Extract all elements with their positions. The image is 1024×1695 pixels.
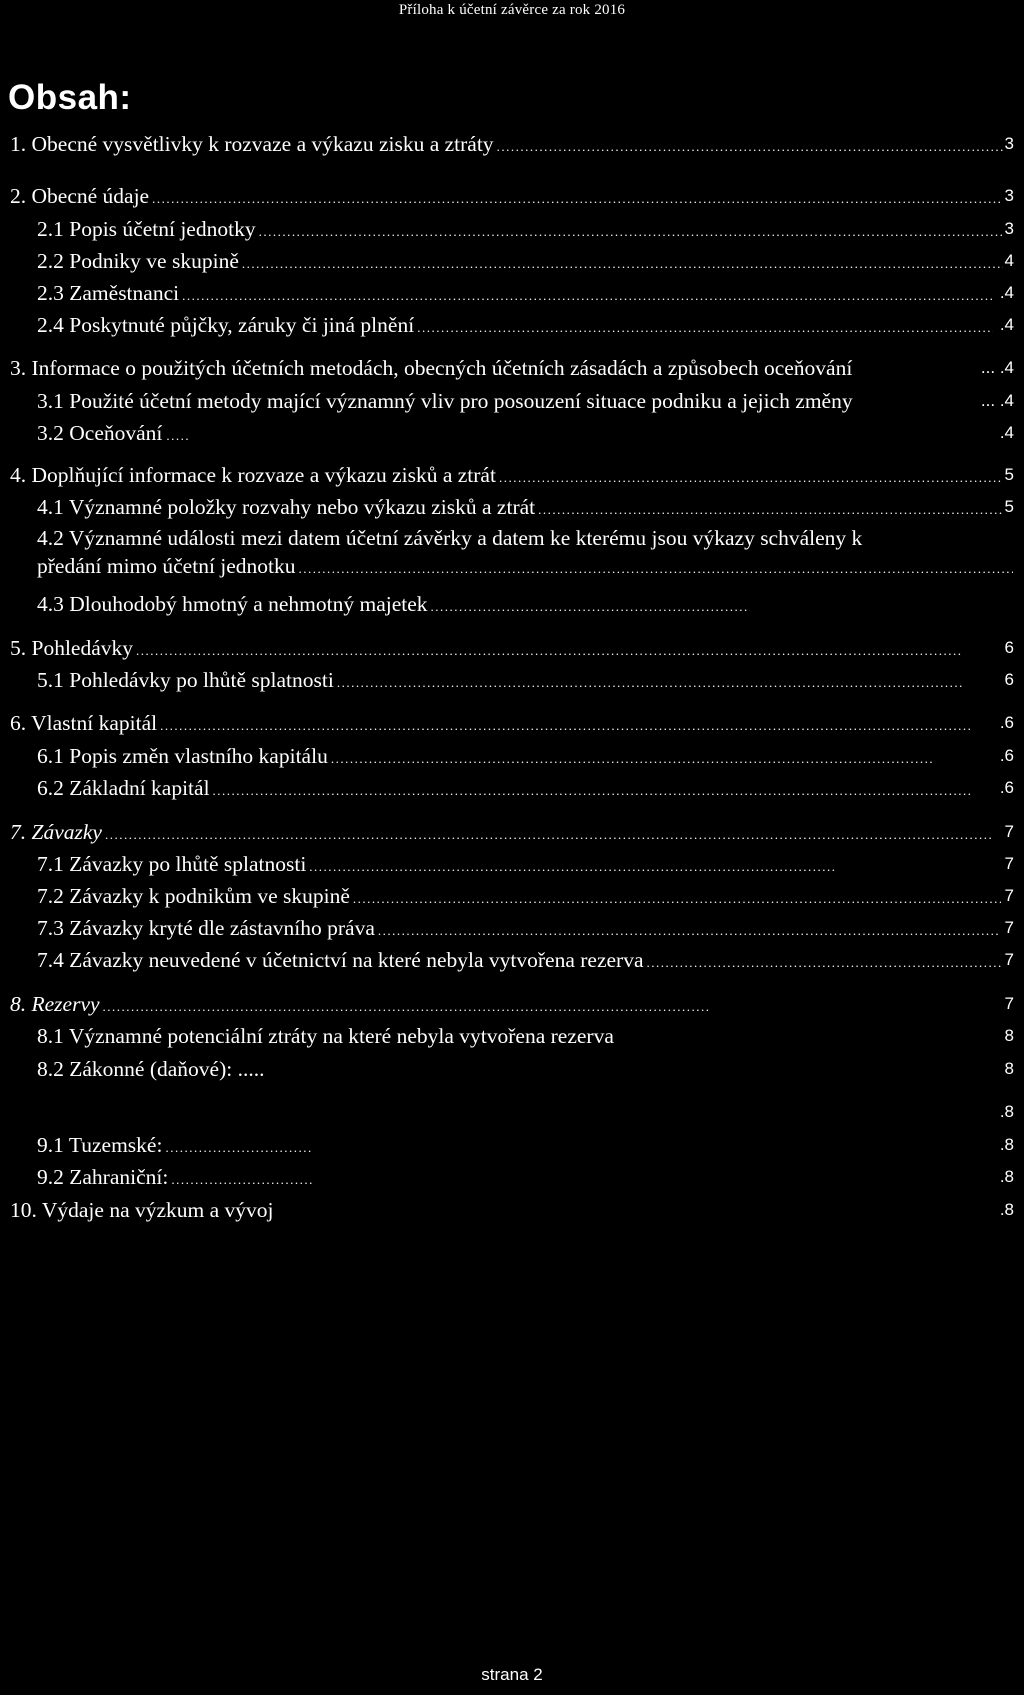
toc-leader-dots (182, 282, 993, 310)
toc-page-number: 8 (1004, 1026, 1014, 1045)
toc-page-number: 7 (1004, 854, 1014, 873)
toc-entry-label: 2.1 Popis účetní jednotky (37, 217, 256, 241)
toc-entry-label: 4.3 Dlouhodobý hmotný a nehmotný majetek (37, 592, 428, 616)
toc-leader-dots (103, 993, 708, 1021)
toc-leader-dots (378, 917, 1001, 945)
toc-entry-label: 7.2 Závazky k podnikům ve skupině (37, 884, 350, 908)
toc-page-number: 5 (1004, 497, 1014, 516)
toc-entry-label: 8. Rezervy (10, 992, 100, 1016)
toc-leader-dots (417, 314, 993, 342)
toc-page-number: .6 (999, 778, 1014, 797)
toc-page-number: ... .4 (980, 358, 1014, 377)
toc-page-number: .6 (999, 713, 1014, 732)
toc-page-number: 7 (1004, 950, 1014, 969)
toc-leader-dots (431, 593, 748, 621)
toc-page-number: .8 (999, 1135, 1014, 1154)
toc-entry-label: 6.1 Popis změn vlastního kapitálu (37, 744, 328, 768)
toc-page-number: .4 (999, 283, 1014, 302)
toc-entry-label: 8.1 Významné potenciální ztráty na které nebyla vytvořena rezerva (37, 1024, 614, 1048)
toc-leader-dots (213, 777, 972, 805)
toc-entry-label: 10. Výdaje na výzkum a vývoj (10, 1198, 274, 1222)
toc-page-number: 3 (1004, 186, 1014, 205)
toc-leader-dots (353, 885, 1001, 913)
toc-entry-label-continued: předání mimo účetní jednotku (37, 554, 296, 578)
toc-entry-label: 4. Doplňující informace k rozvaze a výkazu zisků a ztrát (10, 463, 496, 487)
toc-entry-label: 8.2 Zákonné (daňové): ..... (37, 1057, 265, 1081)
toc-entry-label: 7.1 Závazky po lhůtě splatnosti (37, 852, 307, 876)
toc-leader-dots (165, 1134, 313, 1162)
toc-page-number: 7 (1004, 994, 1014, 1013)
toc-page-number: 5 (1004, 465, 1014, 484)
toc-page-number: 7 (1004, 886, 1014, 905)
toc-entry-label: 6.2 Základní kapitál (37, 776, 210, 800)
toc-page-number: 6 (1004, 638, 1014, 657)
toc-leader-dots (309, 853, 837, 881)
toc-entry-label: 7.3 Závazky kryté dle zástavního práva (37, 916, 375, 940)
toc-leader-dots (105, 821, 991, 849)
toc-entry-label: 2.4 Poskytnuté půjčky, záruky či jiná plnění (37, 313, 415, 337)
toc-page-number: .6 (999, 746, 1014, 765)
page-number: strana 2 (481, 1665, 543, 1684)
toc-entry-label: 3. Informace o použitých účetních metodách, obecných účetních zásadách a způsobech oceňování (10, 356, 853, 380)
toc-page-number: .4 (999, 315, 1014, 334)
toc-page-number: 6 (1004, 670, 1014, 689)
toc-leader-dots (499, 464, 1003, 492)
toc-leader-dots (331, 745, 933, 773)
toc-page-number: 7 (1004, 918, 1014, 937)
toc-entry-label: 7.4 Závazky neuvedené v účetnictví na které nebyla vytvořena rezerva (37, 948, 644, 972)
toc-entry-label: 2.3 Zaměstnanci (37, 281, 180, 305)
toc-leader-dots (160, 712, 972, 740)
toc-leader-dots: ..... (166, 428, 191, 443)
toc-leader-dots (538, 496, 1003, 524)
toc-entry-label: 3.1 Použité účetní metody mající významný vliv pro posouzení situace podniku a jejich změny (37, 389, 853, 413)
toc-leader-dots (136, 637, 962, 665)
toc-entry-label: 5.1 Pohledávky po lhůtě splatnosti (37, 668, 334, 692)
toc-entry-label: 3.2 Oceňování (37, 421, 163, 445)
toc-page-number: 3 (1004, 219, 1014, 238)
toc-entry-label: 7. Závazky (10, 820, 102, 844)
toc-entry-label: 1. Obecné vysvětlivky k rozvaze a výkazu zisku a ztráty (10, 132, 494, 156)
toc-page-number: 4 (1004, 251, 1014, 270)
toc-page-number: 8 (1004, 1059, 1014, 1078)
toc-leader-dots (646, 949, 1001, 977)
toc-leader-dots (299, 555, 1013, 583)
toc-leader-dots (242, 250, 1003, 278)
toc-entry-label: 6. Vlastní kapitál (10, 711, 158, 735)
toc-entry-label: 2. Obecné údaje (10, 184, 150, 208)
toc-page-number: .8 (999, 1102, 1014, 1121)
toc-page-number: .8 (999, 1167, 1014, 1186)
toc-leader-dots (171, 1166, 313, 1194)
toc-title: Obsah: (8, 78, 132, 117)
toc-entry-label: 9.2 Zahraniční: (37, 1165, 169, 1189)
toc-page-number: ... .4 (980, 391, 1014, 410)
toc-page-number: .8 (999, 1200, 1014, 1219)
toc-page-number: 7 (1004, 822, 1014, 841)
toc-leader-dots (259, 218, 1003, 246)
toc-leader-dots (152, 185, 1003, 213)
toc-leader-dots (497, 133, 1003, 161)
toc-entry-label: 5. Pohledávky (10, 636, 134, 660)
toc-page-number: 3 (1004, 134, 1014, 153)
page-header: Příloha k účetní závěrce za rok 2016 (398, 2, 626, 18)
toc-entry-label: 4.1 Významné položky rozvahy nebo výkazu zisků a ztrát (37, 495, 536, 519)
toc-leader-dots (337, 669, 962, 697)
toc-entry-label: 4.2 Významné události mezi datem účetní závěrky a datem ke kterému jsou výkazy schváleny k (37, 526, 863, 550)
toc-entry-label: 2.2 Podniky ve skupině (37, 249, 239, 273)
toc-page-number: .4 (999, 423, 1014, 442)
toc-entry-label: 9.1 Tuzemské: (37, 1133, 163, 1157)
